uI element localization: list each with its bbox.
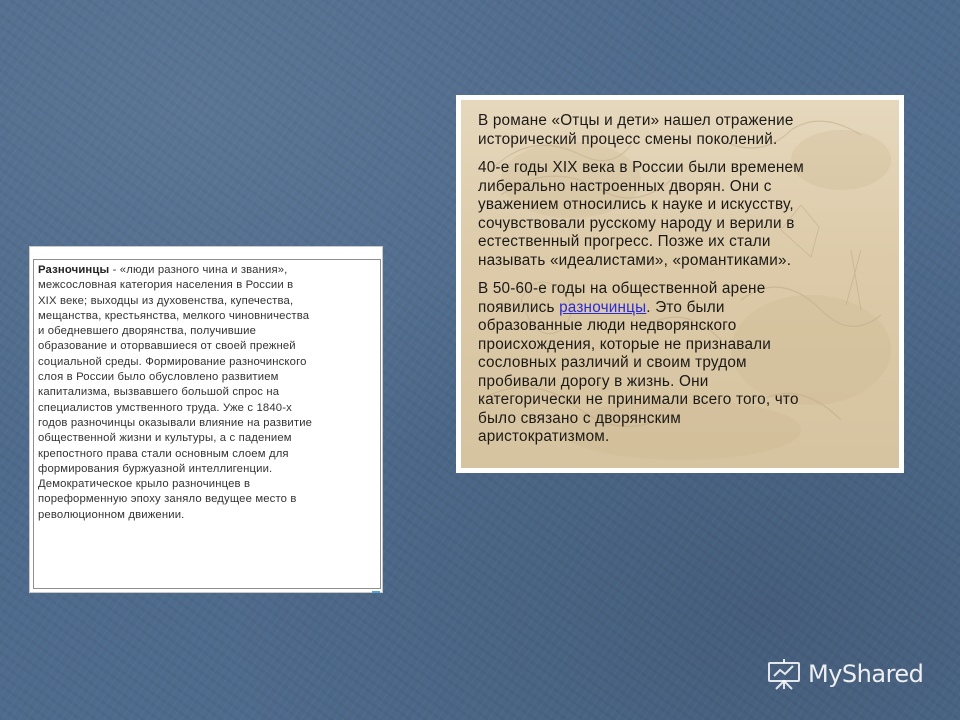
definition-line: Разночинцы - «люди разного чина и звания», [38,264,288,276]
definition-term: Разночинцы [38,264,110,276]
definition-line: формирования буржуазной интеллигенции. [38,462,273,475]
definition-line: социальной среды. Формирование разночинского [38,355,307,368]
definition-line: крепостного права стали основным слоем для [38,447,289,460]
resize-corner-mark [372,591,380,593]
raznochintsy-link[interactable]: разночинцы [559,298,647,316]
definition-line: мещанства, крестьянства, мелкого чиновничества [38,309,310,322]
definition-line: специалистов умственного труда. Уже с 1840-х [38,401,292,414]
card-text [478,112,898,457]
definition-panel [29,246,383,593]
definition-line: слоя в России было обусловлено развитием [38,371,279,384]
definition-line: общественной жизни и культуры, а с падением [38,432,292,445]
text-card [456,95,904,473]
text-card-parchment [461,100,899,468]
definition-line: капитализма, вызвавшего большой спрос на [38,386,280,399]
card-paragraph-3: В 50-60-е годы на общественной арене появились разночинцы. Это были образованные люди недворянского происхождения, которые не признавали сословных различий и своим трудом пробивали дорогу в жизнь. Они категорически не принимали всего того, что было связано с дворянским аристократизмом. [478,280,799,445]
definition-line: и обедневшего дворянства, получившие [38,325,257,338]
myshared-watermark [766,656,923,692]
definition-line: годов разночинцы оказывали влияние на развитие [38,416,313,429]
watermark-text: MyShared [808,660,924,688]
definition-line: Демократическое крыло разночинцев в [38,478,251,491]
definition-line: XIX веке; выходцы из духовенства, купечества, [38,294,294,307]
card-paragraph-1: В романе «Отцы и дети» нашел отражение исторический процесс смены поколений. [478,112,794,148]
card-paragraph-2: 40-е годы XIX века в России были временем либерально настроенных дворян. Они с уважением относились к науке и искусству, сочувствовали русскому народу и верили в естественный прогресс. Позже их стали называть «идеалистами», «романтиками». [478,159,804,269]
definition-line: революционном движении. [38,508,185,521]
definition-line: пореформенную эпоху заняло ведущее место в [38,493,297,506]
definition-line: образование и оторвавшиеся от своей прежней [38,340,296,353]
definition-line: межсословная категория населения в России в [38,279,294,292]
definition-text [38,263,378,523]
presentation-board-icon [766,657,802,691]
